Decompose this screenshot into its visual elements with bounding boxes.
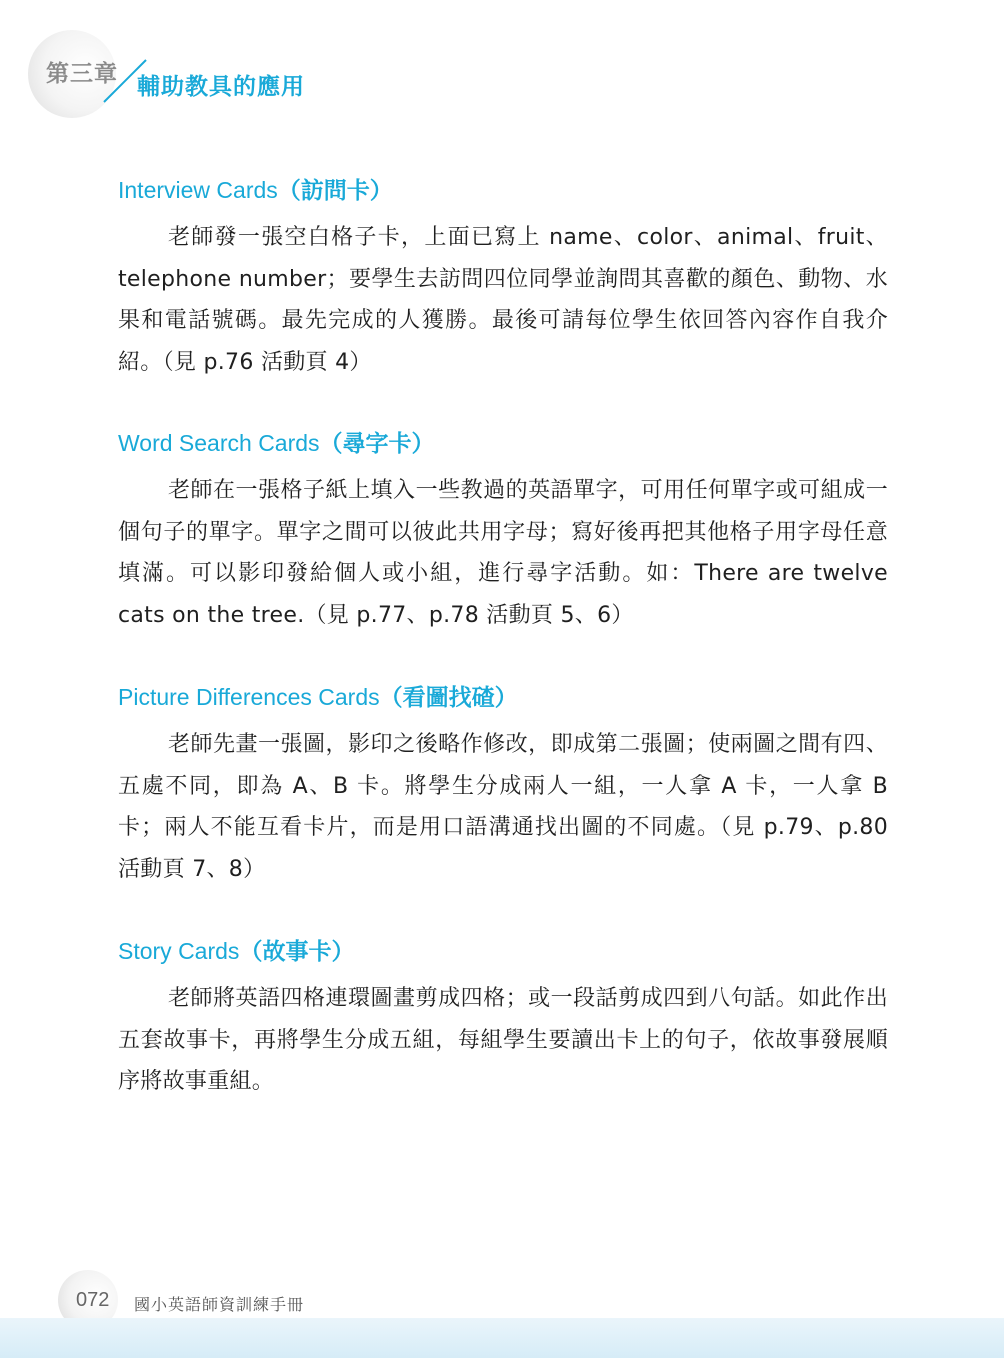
footer-book-title: 國小英語師資訓練手冊: [134, 1295, 305, 1314]
section-body: 老師將英語四格連環圖畫剪成四格；或一段話剪成四到八句話。如此作出五套故事卡，再將學生分成五組，每組學生要讀出卡上的句子，依故事發展順序將故事重組。: [118, 986, 888, 1094]
chapter-title: 輔助教具的應用: [137, 74, 305, 100]
section-body: 老師發一張空白格子卡，上面已寫上 name、color、animal、fruit、telephone number；要學生去訪問四位同學並詢問其喜歡的顏色、動物、水果和電話號碼。最先完成的人獲勝。最後可請每位學生依回答內容作自我介紹。（見 p.76 活動頁 4）: [118, 225, 888, 375]
section-heading-zh: （故事卡）: [239, 938, 355, 964]
chapter-label: 第三章: [46, 61, 118, 87]
section-body: 老師先畫一張圖，影印之後略作修改，即成第二張圖；使兩圖之間有四、五處不同，即為 A、B 卡。將學生分成兩人一組，一人拿 A 卡，一人拿 B 卡；兩人不能互看卡片，而是用口語溝通找出圖的不同處。（見 p.79、p.80 活動頁 7、8）: [118, 732, 888, 882]
section-heading-en: Interview Cards: [118, 177, 278, 203]
section-heading-zh: （看圖找碴）: [379, 684, 518, 710]
section-heading: [118, 175, 888, 205]
section-story-cards: [118, 936, 888, 1103]
section-heading-zh: （尋字卡）: [319, 430, 435, 456]
section-heading-en: Story Cards: [118, 938, 240, 964]
section-picture-differences-cards: [118, 682, 888, 890]
section-interview-cards: [118, 175, 888, 383]
section-word-search-cards: [118, 428, 888, 636]
section-heading: [118, 936, 888, 966]
section-heading: [118, 428, 888, 458]
footer-band: [0, 1318, 1004, 1358]
section-heading-zh: （訪問卡）: [277, 177, 393, 203]
section-body: 老師在一張格子紙上填入一些教過的英語單字，可用任何單字或可組成一個句子的單字。單字之間可以彼此共用字母；寫好後再把其他格子用字母任意填滿。可以影印發給個人或小組，進行尋字活動。如：There are twelve cats on the tree.（見 p.77、p.78 活動頁 5、6）: [118, 478, 888, 628]
section-heading-en: Picture Differences Cards: [118, 684, 380, 710]
section-heading: [118, 682, 888, 712]
page-number: 072: [76, 1289, 110, 1311]
section-heading-en: Word Search Cards: [118, 430, 320, 456]
